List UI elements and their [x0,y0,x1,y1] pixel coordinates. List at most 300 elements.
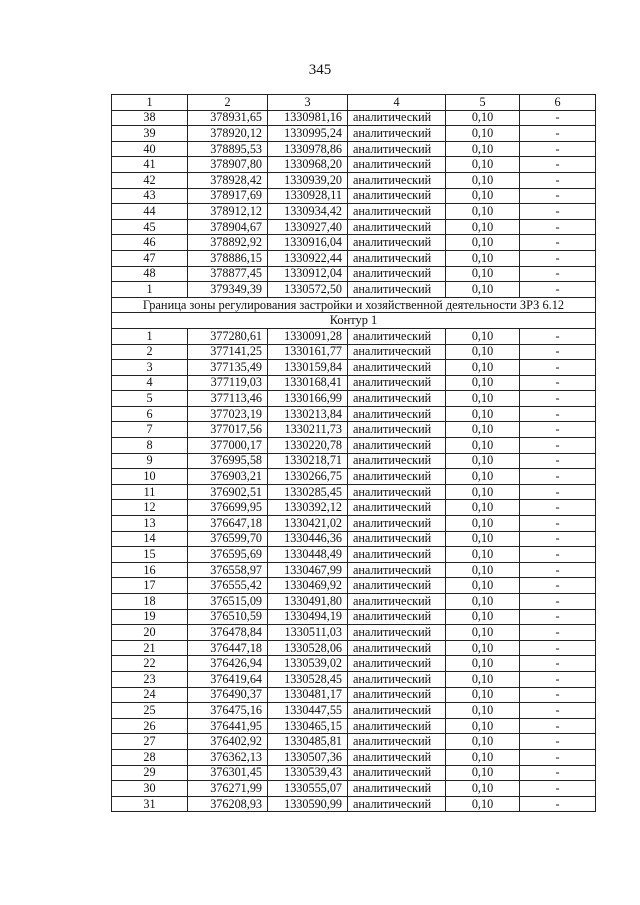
note-cell: - [520,609,596,625]
table-row [112,188,596,204]
table-row [112,172,596,188]
accuracy-cell: 0,10 [446,687,520,703]
method-cell: аналитический [348,328,446,344]
method-cell: аналитический [348,516,446,532]
table-row [112,110,596,126]
header-cell: 2 [188,95,268,111]
note-cell: - [520,687,596,703]
note-cell: - [520,422,596,438]
x-coordinate-cell: 376478,84 [188,625,268,641]
point-number-cell: 22 [112,656,188,672]
note-cell: - [520,188,596,204]
table-row [112,126,596,142]
x-coordinate-cell: 376699,95 [188,500,268,516]
accuracy-cell: 0,10 [446,266,520,282]
accuracy-cell: 0,10 [446,578,520,594]
table-row [112,656,596,672]
header-cell: 6 [520,95,596,111]
accuracy-cell: 0,10 [446,547,520,563]
table-row [112,594,596,610]
accuracy-cell: 0,10 [446,157,520,173]
note-cell: - [520,562,596,578]
y-coordinate-cell: 1330285,45 [268,484,348,500]
note-cell: - [520,749,596,765]
method-cell: аналитический [348,172,446,188]
note-cell: - [520,172,596,188]
x-coordinate-cell: 376271,99 [188,781,268,797]
point-number-cell: 29 [112,765,188,781]
point-number-cell: 14 [112,531,188,547]
y-coordinate-cell: 1330555,07 [268,781,348,797]
method-cell: аналитический [348,219,446,235]
coordinates-table [111,94,596,812]
accuracy-cell: 0,10 [446,453,520,469]
method-cell: аналитический [348,625,446,641]
x-coordinate-cell: 378886,15 [188,250,268,266]
x-coordinate-cell: 376903,21 [188,469,268,485]
table-row [112,266,596,282]
method-cell: аналитический [348,547,446,563]
table-body [112,95,596,812]
point-number-cell: 44 [112,204,188,220]
accuracy-cell: 0,10 [446,250,520,266]
table-row [112,562,596,578]
accuracy-cell: 0,10 [446,484,520,500]
note-cell: - [520,781,596,797]
accuracy-cell: 0,10 [446,594,520,610]
table-row [112,235,596,251]
point-number-cell: 7 [112,422,188,438]
note-cell: - [520,516,596,532]
point-number-cell: 12 [112,500,188,516]
x-coordinate-cell: 377119,03 [188,375,268,391]
x-coordinate-cell: 376362,13 [188,749,268,765]
point-number-cell: 45 [112,219,188,235]
x-coordinate-cell: 376301,45 [188,765,268,781]
x-coordinate-cell: 376595,69 [188,547,268,563]
note-cell: - [520,375,596,391]
x-coordinate-cell: 376447,18 [188,640,268,656]
accuracy-cell: 0,10 [446,328,520,344]
point-number-cell: 15 [112,547,188,563]
x-coordinate-cell: 378928,42 [188,172,268,188]
y-coordinate-cell: 1330159,84 [268,360,348,376]
table-row [112,640,596,656]
note-cell: - [520,126,596,142]
method-cell: аналитический [348,718,446,734]
accuracy-cell: 0,10 [446,282,520,298]
y-coordinate-cell: 1330091,28 [268,328,348,344]
accuracy-cell: 0,10 [446,406,520,422]
table-row [112,578,596,594]
accuracy-cell: 0,10 [446,126,520,142]
table-row [112,531,596,547]
point-number-cell: 25 [112,703,188,719]
table-row [112,360,596,376]
point-number-cell: 2 [112,344,188,360]
table-row [112,718,596,734]
point-number-cell: 42 [112,172,188,188]
point-number-cell: 38 [112,110,188,126]
point-number-cell: 43 [112,188,188,204]
y-coordinate-cell: 1330218,71 [268,453,348,469]
x-coordinate-cell: 376402,92 [188,734,268,750]
x-coordinate-cell: 376515,09 [188,594,268,610]
y-coordinate-cell: 1330939,20 [268,172,348,188]
table-row [112,453,596,469]
note-cell: - [520,328,596,344]
note-cell: - [520,625,596,641]
note-cell: - [520,157,596,173]
y-coordinate-cell: 1330590,99 [268,796,348,812]
accuracy-cell: 0,10 [446,562,520,578]
point-number-cell: 4 [112,375,188,391]
y-coordinate-cell: 1330266,75 [268,469,348,485]
method-cell: аналитический [348,703,446,719]
point-number-cell: 39 [112,126,188,142]
method-cell: аналитический [348,578,446,594]
method-cell: аналитический [348,282,446,298]
x-coordinate-cell: 378917,69 [188,188,268,204]
y-coordinate-cell: 1330465,15 [268,718,348,734]
note-cell: - [520,250,596,266]
x-coordinate-cell: 377113,46 [188,391,268,407]
method-cell: аналитический [348,562,446,578]
x-coordinate-cell: 376599,70 [188,531,268,547]
y-coordinate-cell: 1330978,86 [268,141,348,157]
accuracy-cell: 0,10 [446,781,520,797]
x-coordinate-cell: 378877,45 [188,266,268,282]
y-coordinate-cell: 1330421,02 [268,516,348,532]
note-cell: - [520,547,596,563]
y-coordinate-cell: 1330927,40 [268,219,348,235]
method-cell: аналитический [348,640,446,656]
point-number-cell: 6 [112,406,188,422]
table-row [112,687,596,703]
y-coordinate-cell: 1330392,12 [268,500,348,516]
method-cell: аналитический [348,141,446,157]
note-cell: - [520,734,596,750]
accuracy-cell: 0,10 [446,516,520,532]
x-coordinate-cell: 377141,25 [188,344,268,360]
x-coordinate-cell: 378895,53 [188,141,268,157]
note-cell: - [520,391,596,407]
accuracy-cell: 0,10 [446,110,520,126]
y-coordinate-cell: 1330507,36 [268,749,348,765]
method-cell: аналитический [348,422,446,438]
x-coordinate-cell: 377000,17 [188,438,268,454]
x-coordinate-cell: 376208,93 [188,796,268,812]
table-row [112,516,596,532]
point-number-cell: 31 [112,796,188,812]
accuracy-cell: 0,10 [446,531,520,547]
point-number-cell: 20 [112,625,188,641]
x-coordinate-cell: 378912,12 [188,204,268,220]
note-cell: - [520,640,596,656]
y-coordinate-cell: 1330912,04 [268,266,348,282]
table-row [112,500,596,516]
accuracy-cell: 0,10 [446,609,520,625]
note-cell: - [520,406,596,422]
note-cell: - [520,235,596,251]
table-row [112,734,596,750]
y-coordinate-cell: 1330928,11 [268,188,348,204]
table-row [112,547,596,563]
note-cell: - [520,796,596,812]
table-row [112,204,596,220]
accuracy-cell: 0,10 [446,656,520,672]
accuracy-cell: 0,10 [446,734,520,750]
method-cell: аналитический [348,375,446,391]
x-coordinate-cell: 376902,51 [188,484,268,500]
x-coordinate-cell: 377023,19 [188,406,268,422]
accuracy-cell: 0,10 [446,703,520,719]
table-row [112,781,596,797]
note-cell: - [520,453,596,469]
x-coordinate-cell: 376647,18 [188,516,268,532]
table-row [112,625,596,641]
accuracy-cell: 0,10 [446,625,520,641]
point-number-cell: 17 [112,578,188,594]
page-number: 345 [308,62,332,78]
accuracy-cell: 0,10 [446,500,520,516]
table-row [112,765,596,781]
table-row [112,671,596,687]
x-coordinate-cell: 376419,64 [188,671,268,687]
section-row [112,313,596,329]
x-coordinate-cell: 376555,42 [188,578,268,594]
y-coordinate-cell: 1330491,80 [268,594,348,610]
method-cell: аналитический [348,157,446,173]
point-number-cell: 11 [112,484,188,500]
method-cell: аналитический [348,344,446,360]
point-number-cell: 13 [112,516,188,532]
x-coordinate-cell: 378892,92 [188,235,268,251]
table-row [112,328,596,344]
method-cell: аналитический [348,484,446,500]
accuracy-cell: 0,10 [446,796,520,812]
note-cell: - [520,110,596,126]
method-cell: аналитический [348,765,446,781]
point-number-cell: 28 [112,749,188,765]
table-row [112,157,596,173]
note-cell: - [520,656,596,672]
note-cell: - [520,266,596,282]
y-coordinate-cell: 1330528,06 [268,640,348,656]
y-coordinate-cell: 1330467,99 [268,562,348,578]
point-number-cell: 1 [112,282,188,298]
method-cell: аналитический [348,531,446,547]
y-coordinate-cell: 1330469,92 [268,578,348,594]
accuracy-cell: 0,10 [446,718,520,734]
method-cell: аналитический [348,406,446,422]
y-coordinate-cell: 1330485,81 [268,734,348,750]
x-coordinate-cell: 376475,16 [188,703,268,719]
accuracy-cell: 0,10 [446,640,520,656]
point-number-cell: 30 [112,781,188,797]
header-cell: 4 [348,95,446,111]
table-row [112,344,596,360]
method-cell: аналитический [348,266,446,282]
y-coordinate-cell: 1330968,20 [268,157,348,173]
method-cell: аналитический [348,250,446,266]
y-coordinate-cell: 1330511,03 [268,625,348,641]
note-cell: - [520,204,596,220]
accuracy-cell: 0,10 [446,469,520,485]
table-row [112,375,596,391]
method-cell: аналитический [348,469,446,485]
point-number-cell: 16 [112,562,188,578]
x-coordinate-cell: 376558,97 [188,562,268,578]
accuracy-cell: 0,10 [446,438,520,454]
accuracy-cell: 0,10 [446,219,520,235]
accuracy-cell: 0,10 [446,375,520,391]
x-coordinate-cell: 377135,49 [188,360,268,376]
y-coordinate-cell: 1330220,78 [268,438,348,454]
point-number-cell: 24 [112,687,188,703]
x-coordinate-cell: 377017,56 [188,422,268,438]
table-row [112,282,596,298]
point-number-cell: 46 [112,235,188,251]
note-cell: - [520,500,596,516]
y-coordinate-cell: 1330447,55 [268,703,348,719]
method-cell: аналитический [348,110,446,126]
accuracy-cell: 0,10 [446,765,520,781]
note-cell: - [520,282,596,298]
point-number-cell: 5 [112,391,188,407]
point-number-cell: 48 [112,266,188,282]
note-cell: - [520,671,596,687]
note-cell: - [520,219,596,235]
y-coordinate-cell: 1330161,77 [268,344,348,360]
x-coordinate-cell: 376441,95 [188,718,268,734]
section-row [112,297,596,313]
table-row [112,406,596,422]
note-cell: - [520,360,596,376]
y-coordinate-cell: 1330916,04 [268,235,348,251]
method-cell: аналитический [348,126,446,142]
table-header-row [112,95,596,111]
x-coordinate-cell: 378920,12 [188,126,268,142]
x-coordinate-cell: 377280,61 [188,328,268,344]
y-coordinate-cell: 1330528,45 [268,671,348,687]
x-coordinate-cell: 376490,37 [188,687,268,703]
note-cell: - [520,531,596,547]
y-coordinate-cell: 1330166,99 [268,391,348,407]
method-cell: аналитический [348,594,446,610]
accuracy-cell: 0,10 [446,235,520,251]
y-coordinate-cell: 1330572,50 [268,282,348,298]
y-coordinate-cell: 1330446,36 [268,531,348,547]
method-cell: аналитический [348,188,446,204]
method-cell: аналитический [348,391,446,407]
x-coordinate-cell: 378907,80 [188,157,268,173]
y-coordinate-cell: 1330448,49 [268,547,348,563]
header-cell: 1 [112,95,188,111]
accuracy-cell: 0,10 [446,360,520,376]
y-coordinate-cell: 1330995,24 [268,126,348,142]
y-coordinate-cell: 1330981,16 [268,110,348,126]
note-cell: - [520,765,596,781]
y-coordinate-cell: 1330494,19 [268,609,348,625]
method-cell: аналитический [348,360,446,376]
accuracy-cell: 0,10 [446,422,520,438]
accuracy-cell: 0,10 [446,344,520,360]
table-row [112,422,596,438]
accuracy-cell: 0,10 [446,204,520,220]
note-cell: - [520,578,596,594]
section-title: Граница зоны регулирования застройки и хозяйственной деятельности ЗРЗ 6.12 [112,297,596,313]
point-number-cell: 47 [112,250,188,266]
note-cell: - [520,344,596,360]
note-cell: - [520,594,596,610]
note-cell: - [520,484,596,500]
table-row [112,219,596,235]
header-cell: 5 [446,95,520,111]
table-row [112,609,596,625]
note-cell: - [520,141,596,157]
table-row [112,391,596,407]
table-row [112,484,596,500]
table-row [112,796,596,812]
y-coordinate-cell: 1330168,41 [268,375,348,391]
point-number-cell: 27 [112,734,188,750]
point-number-cell: 21 [112,640,188,656]
method-cell: аналитический [348,781,446,797]
point-number-cell: 26 [112,718,188,734]
accuracy-cell: 0,10 [446,188,520,204]
note-cell: - [520,703,596,719]
x-coordinate-cell: 376426,94 [188,656,268,672]
method-cell: аналитический [348,453,446,469]
y-coordinate-cell: 1330539,02 [268,656,348,672]
method-cell: аналитический [348,500,446,516]
note-cell: - [520,469,596,485]
method-cell: аналитический [348,438,446,454]
accuracy-cell: 0,10 [446,749,520,765]
point-number-cell: 9 [112,453,188,469]
header-cell: 3 [268,95,348,111]
table-row [112,469,596,485]
point-number-cell: 19 [112,609,188,625]
point-number-cell: 18 [112,594,188,610]
x-coordinate-cell: 376510,59 [188,609,268,625]
note-cell: - [520,718,596,734]
table-row [112,438,596,454]
y-coordinate-cell: 1330481,17 [268,687,348,703]
accuracy-cell: 0,10 [446,391,520,407]
method-cell: аналитический [348,656,446,672]
accuracy-cell: 0,10 [446,141,520,157]
method-cell: аналитический [348,204,446,220]
x-coordinate-cell: 376995,58 [188,453,268,469]
y-coordinate-cell: 1330213,84 [268,406,348,422]
point-number-cell: 10 [112,469,188,485]
method-cell: аналитический [348,734,446,750]
accuracy-cell: 0,10 [446,671,520,687]
section-title: Контур 1 [112,313,596,329]
y-coordinate-cell: 1330934,42 [268,204,348,220]
point-number-cell: 41 [112,157,188,173]
y-coordinate-cell: 1330539,43 [268,765,348,781]
x-coordinate-cell: 378931,65 [188,110,268,126]
table-row [112,141,596,157]
accuracy-cell: 0,10 [446,172,520,188]
y-coordinate-cell: 1330211,73 [268,422,348,438]
table-row [112,250,596,266]
method-cell: аналитический [348,796,446,812]
table-row [112,749,596,765]
